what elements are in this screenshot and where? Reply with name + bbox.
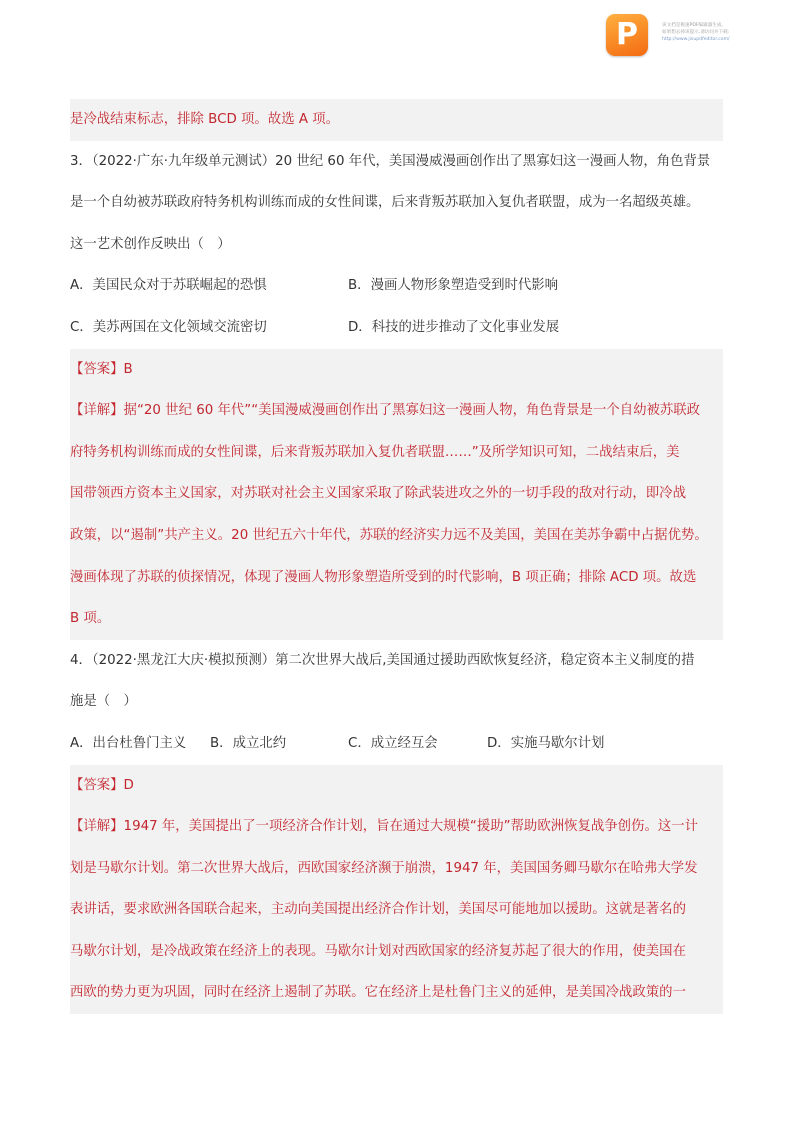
question-3 (70, 141, 734, 640)
q3-detail-line-2: 府特务机构训练而成的女性间谍，后来背叛苏联加入复仇者联盟……”及所学知识可知，二战结束后，美 (70, 444, 680, 460)
q4-explanation (70, 765, 723, 1015)
q3-stem-line-1: 3．（2022·广东·九年级单元测试）20 世纪 60 年代，美国漫威漫画创作出了黑寡妇这一漫画人物，角色背景 (70, 153, 711, 169)
q3-explanation (70, 349, 723, 640)
q3-option-c: C．美苏两国在文化领域交流密切 (70, 319, 267, 335)
q4-stem-line-1: 4．（2022·黑龙江大庆·模拟预测）第二次世界大战后,美国通过援助西欧恢复经济，稳定资本主义制度的措 (70, 652, 695, 668)
q4-detail-line-3: 表讲话，要求欧洲各国联合起来，主动向美国提出经济合作计划，美国尽可能地加以援助。这就是著名的 (70, 902, 686, 918)
q3-stem-line-2: 是一个自幼被苏联政府特务机构训练而成的女性间谍，后来背叛苏联加入复仇者联盟，成为一名超级英雄。 (70, 195, 700, 211)
q4-options-row (70, 723, 734, 765)
q4-detail-line-5: 西欧的势力更为巩固，同时在经济上遏制了苏联。它在经济上是杜鲁门主义的延伸，是美国冷战政策的一 (70, 985, 686, 1001)
document-body (70, 99, 734, 1014)
q4-option-d: D．实施马歇尔计划 (487, 735, 605, 751)
watermark-url[interactable]: http://www.jisupdfeditor.com/ (662, 37, 730, 42)
q3-option-b: B．漫画人物形象塑造受到时代影响 (348, 278, 559, 294)
pdf-editor-logo (606, 14, 650, 58)
previous-answer-tail: 是冷战结束标志，排除 BCD 项。故选 A 项。 (70, 99, 723, 141)
q3-option-d: D．科技的进步推动了文化事业发展 (348, 319, 560, 335)
q3-answer: 【答案】B (70, 361, 133, 377)
watermark-line-2: 如果想去掉该提示,请访问并下载: (662, 30, 730, 35)
pdf-logo-icon (606, 14, 648, 56)
q3-detail-line-6: B 项。 (70, 611, 111, 627)
watermark-line-1: 该文档是极速PDF编辑器生成, (662, 23, 723, 28)
q4-answer: 【答案】D (70, 777, 134, 793)
q4-detail-line-4: 马歇尔计划，是冷战政策在经济上的表现。马歇尔计划对西欧国家的经济复苏起了很大的作用，使美国在 (70, 943, 686, 959)
q3-options-row-1 (70, 265, 734, 307)
watermark-note (662, 22, 772, 43)
q3-options-row-2 (70, 307, 734, 349)
logo-letter: P (616, 17, 638, 52)
q4-option-a: A．出台杜鲁门主义 (70, 735, 187, 751)
q4-option-c: C．成立经互会 (348, 735, 438, 751)
q3-detail-line-5: 漫画体现了苏联的侦探情况，体现了漫画人物形象塑造所受到的时代影响，B 项正确；排除 ACD 项。故选 (70, 569, 697, 585)
q3-stem-line-3: 这一艺术创作反映出（ ） (70, 236, 231, 252)
question-4 (70, 640, 734, 1014)
q3-detail-line-3: 国带领西方资本主义国家，对苏联对社会主义国家采取了除武装进攻之外的一切手段的敌对行动，即冷战 (70, 486, 686, 502)
q3-detail-line-1: 【详解】据“20 世纪 60 年代”“美国漫威漫画创作出了黑寡妇这一漫画人物，角色背景是一个自幼被苏联政 (70, 403, 701, 419)
q4-detail-line-2: 划是马歇尔计划。第二次世界大战后，西欧国家经济濒于崩溃，1947 年，美国国务卿马歇尔在哈弗大学发 (70, 860, 698, 876)
q4-detail-line-1: 【详解】1947 年，美国提出了一项经济合作计划，旨在通过大规模“援助”帮助欧洲恢复战争创伤。这一计 (70, 819, 699, 835)
q4-stem-line-2: 施是（ ） (70, 694, 137, 710)
q3-option-a: A．美国民众对于苏联崛起的恐惧 (70, 278, 267, 294)
q3-detail-line-4: 政策，以“遏制”共产主义。20 世纪五六十年代，苏联的经济实力远不及美国，美国在美苏争霸中占据优势。 (70, 527, 708, 543)
q4-option-b: B．成立北约 (210, 735, 287, 751)
